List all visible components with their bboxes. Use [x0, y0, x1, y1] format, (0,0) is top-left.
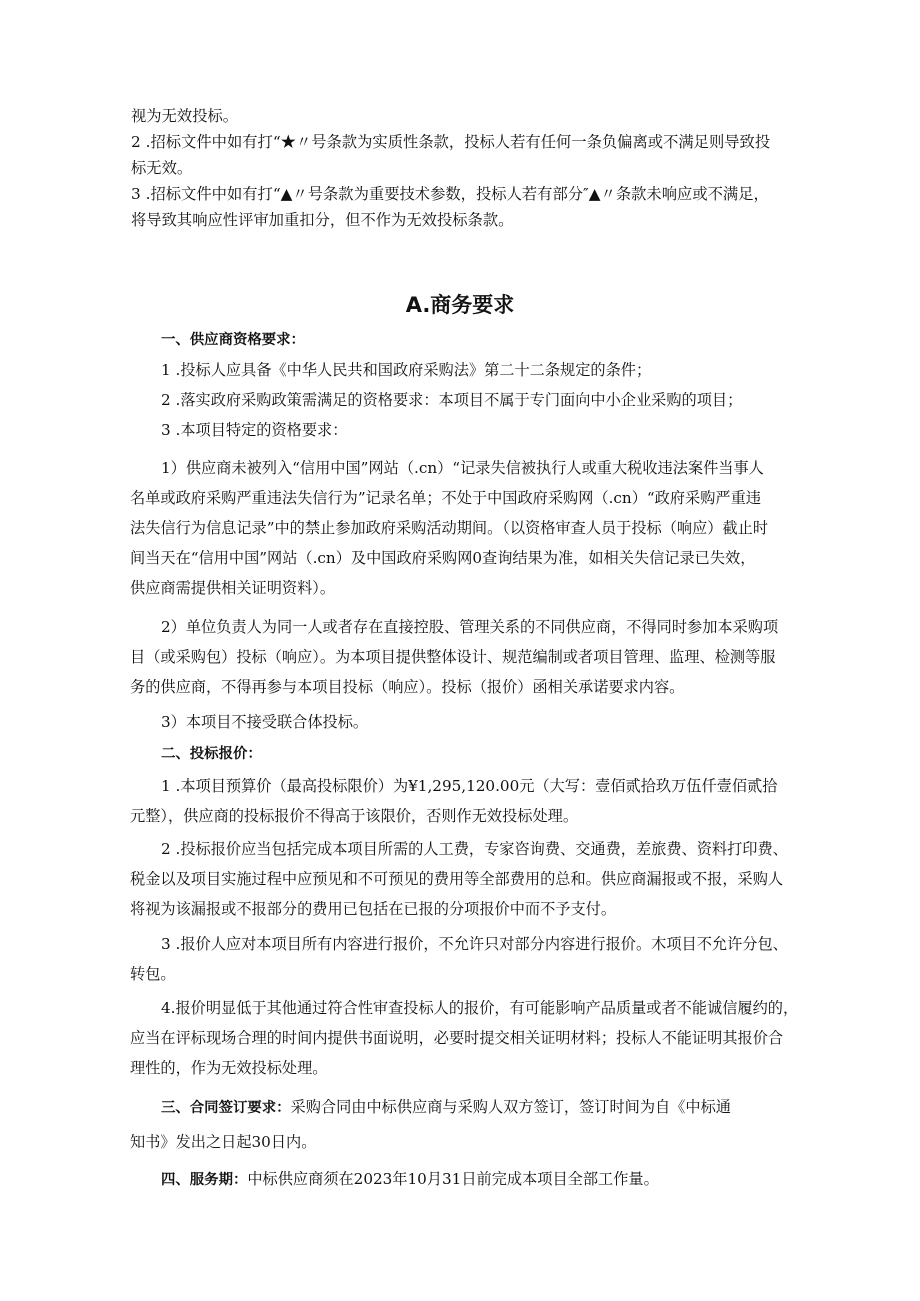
list-item: 2 .落实政府采购政策需满足的资格要求：本项目不属于专门面向中小企业采购的项目；: [161, 391, 743, 409]
text-line: 3 .报价人应对本项目所有内容进行报价，不允许只对部分内容进行报价。木项目不允许分包、: [161, 935, 788, 953]
text-line: 理性的，作为无效投标处理。: [130, 1059, 328, 1077]
text-line: [130, 1092, 802, 1123]
section-title: 三、合同签订要求：: [161, 1100, 291, 1116]
pricing-paragraph-1: [130, 771, 802, 831]
text-line: 2 .投标报价应当包括完成本项目所需的人工费，专家咨询费、交通费，差旅费、资料打印费、: [161, 840, 788, 858]
text-line: 标无效。: [131, 159, 193, 177]
section-title: 二、投标报价：: [161, 746, 262, 762]
text-line: 目（或采购包）投标（响应）。为本项目提供整体设计、规范编制或者项目管理、监理、检测等服: [130, 648, 776, 666]
text-line: 4.报价明显低于其他通过符合性审查投标人的报价，有可能影响产品质量或者不能诚信履约的，: [161, 999, 799, 1017]
list-item: 1 .投标人应具备《中华人民共和国政府采购法》第二十二条规定的条件；: [161, 361, 652, 379]
text-line: 将导致其响应性评审加重扣分，但不作为无效投标条款。: [131, 211, 514, 229]
pricing-paragraph-2: [130, 834, 802, 924]
qualification-paragraph-3: [130, 707, 833, 737]
list-item: 3 .本项目特定的资格要求：: [161, 421, 348, 439]
text-line: [130, 1164, 802, 1195]
text-line: 间当天在“信用中国”网站（.cn）及中国政府采购网0查询结果为准，如相关失信记录已失效，: [130, 549, 756, 567]
section-text: 采购合同由中标供应商与采购人双方签订，签订时间为自《中标通: [290, 1098, 731, 1116]
text-line: 元整），供应商的投标报价不得高于该限价，否则作无效投标处理。: [130, 807, 579, 825]
text-line: 名单或政府采购严重违法失信行为”记录名单；不处于中国政府采购网（.cn）“政府采购严重违: [130, 489, 761, 507]
qualification-section: [130, 325, 833, 445]
text-line: 转包。: [130, 965, 176, 983]
section-title: 一、供应商资格要求：: [161, 332, 305, 348]
text-line: 供应商需提供相关证明资料）。: [130, 579, 336, 597]
text-line: 务的供应商，不得再参与本项目投标（响应）。投标（报价）函相关承诺要求内容。: [130, 678, 685, 696]
text-line: 法失信行为信息记录”中的禁止参加政府采购活动期间。（以资格审查人员于投标（响应）截止时: [130, 519, 769, 537]
text-line: 3 .招标文件中如有打“▲〃号条款为重要技术参数，投标人若有部分″▲〃条款未响应或不满足，: [131, 185, 769, 203]
pricing-paragraph-3: [130, 929, 802, 989]
text-line: 视为无效投标。: [131, 107, 239, 125]
qualification-paragraph-2: [130, 612, 802, 702]
text-line: 1 .本项目预算价（最高投标限价）为¥1,295,120.00元（大写：壹佰贰拾玖万伍仟壹佰贰拾: [161, 777, 778, 795]
text-line: 应当在评标现场合理的时间内提供书面说明，必要时提交相关证明材料；投标人不能证明其报价合: [130, 1029, 784, 1047]
section-heading: A.商务要求: [405, 293, 515, 317]
text-line: 3）本项目不接受联合体投标。: [161, 713, 369, 731]
text-line: 2 .招标文件中如有打“★〃号条款为实质性条款，投标人若有任何一条负偏离或不满足则导致投: [131, 133, 771, 151]
service-period-section: [130, 1164, 802, 1195]
pricing-paragraph-4: [130, 993, 802, 1083]
text-line: 知书》发出之日起30日内。: [130, 1133, 317, 1151]
section-title: 四、服务期：: [161, 1172, 248, 1188]
qualification-paragraph-1: [130, 453, 802, 603]
text-line: 税金以及项目实施过程中应预见和不可预见的费用等全部费用的总和。供应商漏报或不报，采购人: [130, 870, 784, 888]
text-line: 1）供应商未被列入“信用中国”网站（.cn）“记录失信被执行人或重大税收违法案件当事人: [161, 459, 764, 477]
contract-section: [130, 1092, 802, 1157]
text-line: 2）单位负责人为同一人或者存在直接控股、管理关系的不同供应商，不得同时参加本采购项: [161, 618, 779, 636]
preamble-text: [131, 103, 801, 233]
pricing-title-block: [130, 739, 833, 769]
section-text: 中标供应商须在2023年10月31日前完成本项目全部工作量。: [247, 1170, 659, 1188]
text-line: 将视为该漏报或不报部分的费用已包括在已报的分项报价中而不予支付。: [130, 900, 616, 918]
